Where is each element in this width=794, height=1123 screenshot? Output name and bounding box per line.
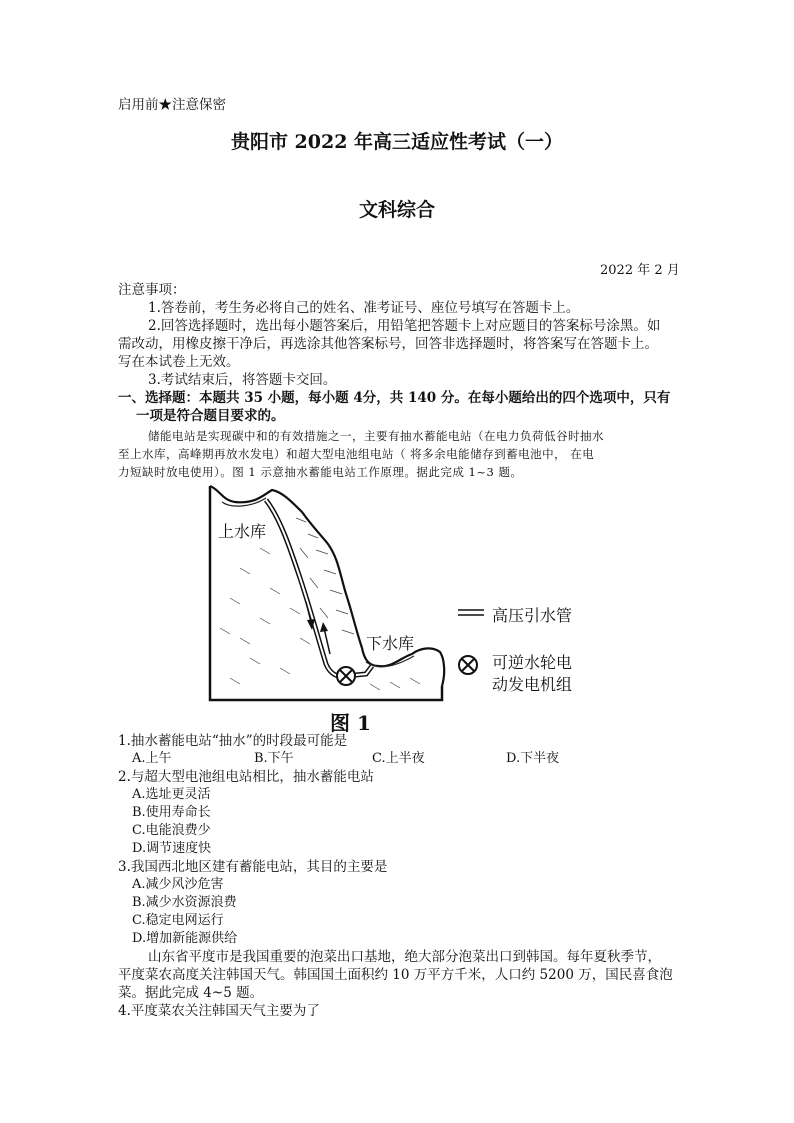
- question-3-option-b: B.减少水资源浪费: [132, 895, 237, 910]
- passage-1-line-2: 至上水库，高峰期再放水发电）和超大型电池组电站（ 将多余电能储存到蓄电池中， 在电: [118, 447, 595, 461]
- notice-heading: 注意事项：: [118, 282, 186, 298]
- question-2-stem: 2.与超大型电池组电站相比，抽水蓄能电站: [118, 769, 374, 785]
- question-1-option-a: A.上午: [132, 751, 172, 766]
- notice-item-2-line-3: 写在本试卷上无效。: [118, 354, 240, 370]
- legend-pipe-label: 高压引水管: [492, 606, 573, 625]
- question-2-option-b: B.使用寿命长: [132, 805, 211, 820]
- section-heading-line-1: 一、选择题：本题共 35 小题，每小题 4分，共 140 分。在每小题给出的四个选项中，只有: [118, 390, 671, 406]
- notice-item-2-line-2: 需改动，用橡皮擦干净后，再选涂其他答案标号，回答非选择题时，将答案写在答题卡上。: [118, 336, 658, 352]
- label-upper-reservoir: 上水库: [218, 522, 267, 541]
- passage-2-line-3: 菜。据此完成 4~5 题。: [118, 985, 264, 1001]
- question-3-option-a: A.减少风沙危害: [132, 877, 224, 892]
- section-heading-line-2: 一项是符合题目要求的。: [136, 408, 285, 424]
- question-3-stem: 3.我国西北地区建有蓄能电站，其目的主要是: [118, 859, 388, 875]
- high-pressure-pipe-inner: [266, 500, 372, 677]
- question-3-option-d: D.增加新能源供给: [132, 931, 238, 946]
- question-1-option-d: D.下半夜: [506, 751, 560, 766]
- question-2-option-c: C.电能浪费少: [132, 823, 211, 838]
- question-2-option-d: D.调节速度快: [132, 841, 212, 856]
- notice-item-1: 1.答卷前，考生务必将自己的姓名、准考证号、座位号填写在答题卡上。: [148, 300, 580, 316]
- question-3-option-c: C.稳定电网运行: [132, 913, 224, 928]
- legend-turbine-label-line-1: 可逆水轮电: [492, 653, 573, 672]
- notice-item-2-line-1: 2.回答选择题时，选出每小题答案后，用铅笔把答题卡上对应题目的答案标号涂黑。如: [148, 318, 661, 334]
- label-lower-reservoir: 下水库: [366, 634, 415, 653]
- question-1-option-b: B.下午: [254, 751, 294, 766]
- question-1-stem: 1.抽水蓄能电站“抽水”的时段最可能是: [118, 733, 348, 749]
- exam-subtitle: 文科综合: [358, 199, 435, 221]
- passage-2-line-1: 山东省平度市是我国重要的泡菜出口基地，绝大部分泡菜出口到韩国。每年夏秋季节，: [148, 949, 661, 965]
- passage-1-line-1: 储能电站是实现碳中和的有效措施之一，主要有抽水蓄能电站（在电力负荷低谷时抽水: [148, 429, 604, 443]
- legend-turbine-label-line-2: 动发电机组: [492, 675, 573, 694]
- terrain-outline: [210, 486, 444, 686]
- question-1-option-c: C.上半夜: [372, 751, 425, 766]
- notice-item-3: 3.考试结束后，将答题卡交回。: [148, 372, 337, 388]
- question-2-option-a: A.选址更灵活: [132, 787, 211, 802]
- confidential-mark: 启用前★注意保密: [118, 97, 226, 113]
- exam-title: 贵阳市 2022 年高三适应性考试（一）: [230, 131, 564, 153]
- question-4-stem: 4.平度菜农关注韩国天气主要为了: [118, 1003, 320, 1019]
- passage-1-line-3: 力短缺时放电使用）。图 1 示意抽水蓄能电站工作原理。据此完成 1~3 题。: [118, 465, 523, 479]
- legend-turbine-icon: [459, 656, 477, 674]
- exam-date: 2022 年 2 月: [600, 263, 680, 278]
- legend-pipe-icon: [458, 610, 484, 615]
- figure-caption: 图 1: [330, 711, 371, 735]
- passage-2-line-2: 平度菜农高度关注韩国天气。韩国国土面积约 10 万平方千米，人口约 5200 万，国民喜食泡: [118, 967, 673, 983]
